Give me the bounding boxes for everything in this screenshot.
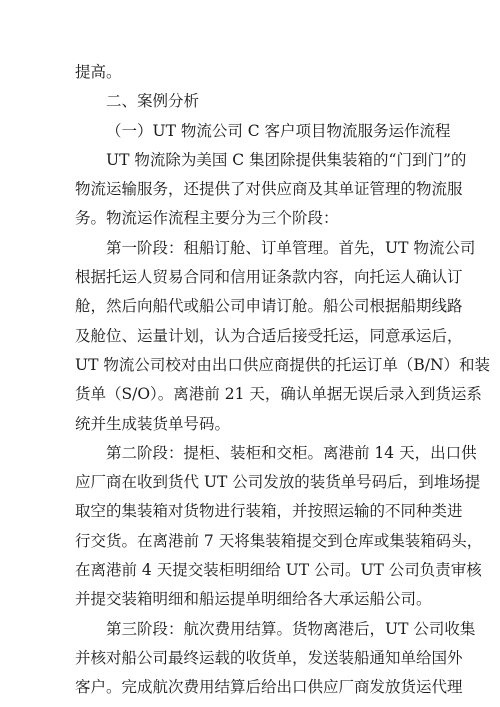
text-line: 在离港前 4 天提交装柜明细给 UT 公司。UT 公司负责审核 <box>75 561 482 580</box>
text-line: 并提交装箱明细和船运提单明细给各大承运船公司。 <box>75 590 432 609</box>
text-line: 应厂商在收到货代 UT 公司发放的装货单号码后，到堆场提 <box>75 473 481 492</box>
text-line: UT 物流公司校对由出口供应商提供的托运订单（B/N）和装 <box>75 355 491 374</box>
text-line: 第二阶段：提柜、装柜和交柜。离港前 14 天，出口供 <box>106 443 477 462</box>
text-line: 物流运输服务，还提供了对供应商及其单证管理的物流服 <box>75 180 463 199</box>
text-line: 及舱位、运量计划，认为合适后接受托运，同意承运后， <box>75 326 463 345</box>
text-line: （一）UT 物流公司 C 客户项目物流服务运作流程 <box>106 121 451 140</box>
text-line: 第一阶段：租船订舱、订单管理。首先，UT 物流公司 <box>106 238 476 257</box>
text-line: 统并生成装货单号码。 <box>75 414 231 433</box>
body-text <box>75 58 491 703</box>
text-line: 根据托运人贸易合同和信用证条款内容，向托运人确认订 <box>75 268 463 287</box>
text-line: 行交货。在离港前 7 天将集装箱提交到仓库或集装箱码头， <box>75 531 483 550</box>
text-line: 客户。完成航次费用结算后给出口供应厂商发放货运代理 <box>75 678 463 697</box>
text-line: 第三阶段：航次费用结算。货物离港后，UT 公司收集 <box>106 619 476 638</box>
text-line: UT 物流除为美国 C 集团除提供集装箱的“门到门”的 <box>106 150 467 169</box>
text-line: 取空的集装箱对货物进行装箱，并按照运输的不同种类进 <box>75 502 463 521</box>
text-line: 务。物流运作流程主要分为三个阶段： <box>75 209 339 228</box>
text-line: 提高。 <box>75 63 122 81</box>
text-line: 货单（S/O）。离港前 21 天，确认单据无误后录入到货运系 <box>75 385 482 404</box>
text-line: 二、案例分析 <box>106 92 200 111</box>
text-line: 舱，然后向船代或船公司申请订舱。船公司根据船期线路 <box>75 297 463 316</box>
text-line: 并核对船公司最终运载的收货单，发送装船通知单给国外 <box>75 648 463 667</box>
